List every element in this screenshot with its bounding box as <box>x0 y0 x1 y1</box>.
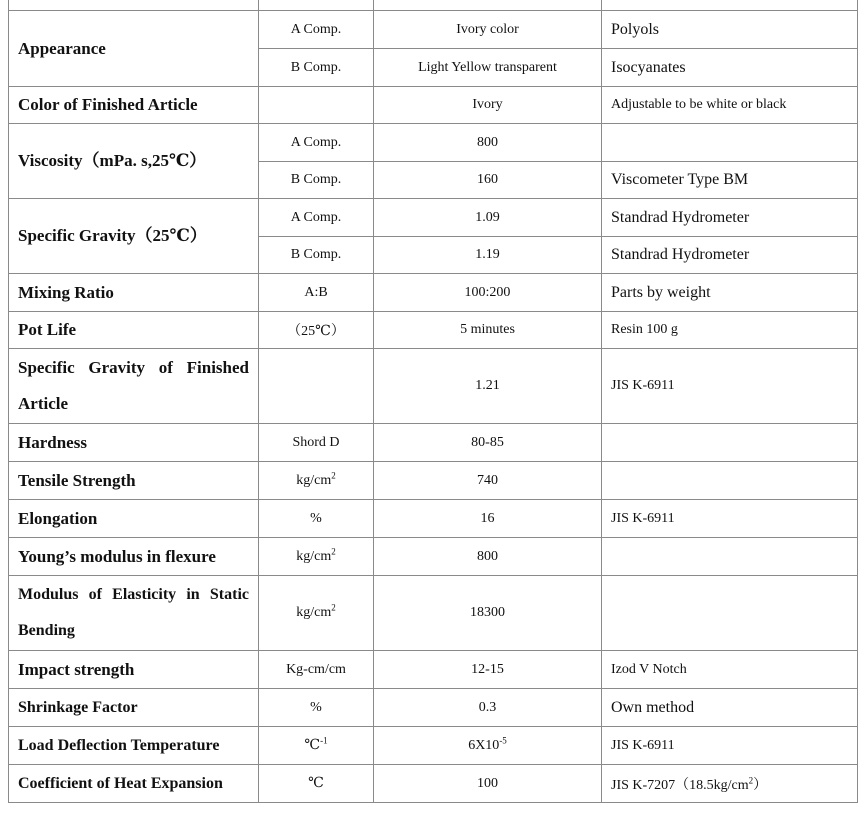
unit-cell: B Comp. <box>259 162 374 199</box>
table-row <box>9 651 858 689</box>
property-label-modulus-static-bending: Modulus of Elasticity in Static Bending <box>9 576 259 651</box>
property-label-appearance: Appearance <box>9 11 259 87</box>
unit-superscript: 2 <box>331 545 336 556</box>
unit-cell: A Comp. <box>259 124 374 162</box>
unit-cell <box>259 576 374 651</box>
value-superscript: -5 <box>499 734 507 745</box>
table-row <box>9 765 858 803</box>
value-cell: 1.09 <box>374 199 602 237</box>
note-cell: Own method <box>602 689 858 727</box>
note-text: JIS K-7207（18.5kg/cm <box>611 777 749 793</box>
unit-cell <box>259 462 374 500</box>
value-cell: 100:200 <box>374 274 602 312</box>
table-row <box>9 199 858 237</box>
table-row <box>9 576 858 651</box>
value-cell: 16 <box>374 500 602 538</box>
unit-text: ℃ <box>304 738 321 753</box>
table-row <box>9 689 858 727</box>
unit-cell <box>259 538 374 576</box>
value-cell: 160 <box>374 162 602 199</box>
table-row <box>9 11 858 49</box>
property-label-mixing-ratio: Mixing Ratio <box>9 274 259 312</box>
value-cell: 100 <box>374 765 602 803</box>
unit-text: kg/cm <box>296 472 332 488</box>
unit-cell: Shord D <box>259 424 374 462</box>
table-row <box>9 500 858 538</box>
table-row <box>9 727 858 765</box>
property-label-hardness: Hardness <box>9 424 259 462</box>
note-cell: Standrad Hydrometer <box>602 199 858 237</box>
note-cell: Isocyanates <box>602 49 858 87</box>
value-cell: 1.21 <box>374 349 602 424</box>
unit-cell: A Comp. <box>259 11 374 49</box>
table-row <box>9 538 858 576</box>
unit-cell <box>259 349 374 424</box>
note-cell <box>602 462 858 500</box>
table-row <box>9 462 858 500</box>
value-cell: 18300 <box>374 576 602 651</box>
table-row <box>9 312 858 349</box>
note-cell: JIS K-6911 <box>602 349 858 424</box>
value-cell: 0.3 <box>374 689 602 727</box>
note-cell: JIS K-6911 <box>602 500 858 538</box>
value-cell: Ivory color <box>374 11 602 49</box>
unit-cell: % <box>259 689 374 727</box>
value-cell: Ivory <box>374 87 602 124</box>
property-label-pot-life: Pot Life <box>9 312 259 349</box>
value-cell: 800 <box>374 124 602 162</box>
value-cell: Light Yellow transparent <box>374 49 602 87</box>
unit-cell: B Comp. <box>259 49 374 87</box>
unit-superscript: 2 <box>331 602 336 613</box>
table-row <box>9 274 858 312</box>
note-cell <box>602 538 858 576</box>
note-cell: Viscometer Type BM <box>602 162 858 199</box>
note-cell <box>602 765 858 803</box>
note-cell: Parts by weight <box>602 274 858 312</box>
property-label-load-deflection: Load Deflection Temperature <box>9 727 259 765</box>
value-cell <box>374 727 602 765</box>
property-label-specific-gravity: Specific Gravity（25℃） <box>9 199 259 274</box>
unit-text: kg/cm <box>296 548 332 564</box>
unit-cell: A Comp. <box>259 199 374 237</box>
unit-cell <box>259 87 374 124</box>
unit-cell: B Comp. <box>259 237 374 274</box>
note-cell: Standrad Hydrometer <box>602 237 858 274</box>
property-label-shrinkage: Shrinkage Factor <box>9 689 259 727</box>
unit-cell: （25℃） <box>259 312 374 349</box>
table-row <box>9 87 858 124</box>
note-cell: Izod V Notch <box>602 651 858 689</box>
unit-cell: A:B <box>259 274 374 312</box>
note-cell: JIS K-6911 <box>602 727 858 765</box>
property-label-finished-gravity: Specific Gravity of Finished Article <box>9 349 259 424</box>
value-cell: 800 <box>374 538 602 576</box>
value-text: 6X10 <box>468 737 500 753</box>
note-cell <box>602 576 858 651</box>
property-label-heat-expansion: Coefficient of Heat Expansion <box>9 765 259 803</box>
note-cell <box>602 124 858 162</box>
unit-cell <box>259 727 374 765</box>
unit-cell: ℃ <box>259 765 374 803</box>
table-row-top-edge <box>9 0 858 11</box>
note-tail: ） <box>753 777 768 793</box>
note-cell <box>602 424 858 462</box>
table-row <box>9 124 858 162</box>
property-label-tensile: Tensile Strength <box>9 462 259 500</box>
unit-cell: Kg-cm/cm <box>259 651 374 689</box>
unit-text: kg/cm <box>296 605 332 620</box>
value-cell: 740 <box>374 462 602 500</box>
property-label-elongation: Elongation <box>9 500 259 538</box>
property-label-color: Color of Finished Article <box>9 87 259 124</box>
property-label-viscosity: Viscosity（mPa. s,25℃） <box>9 124 259 199</box>
property-label-impact-strength: Impact strength <box>9 651 259 689</box>
note-cell: Resin 100 g <box>602 312 858 349</box>
unit-cell: % <box>259 500 374 538</box>
note-cell: Adjustable to be white or black <box>602 87 858 124</box>
unit-superscript: 2 <box>331 469 336 480</box>
value-cell: 12-15 <box>374 651 602 689</box>
property-label-youngs-modulus: Young’s modulus in flexure <box>9 538 259 576</box>
note-superscript: 2 <box>748 774 754 785</box>
note-cell: Polyols <box>602 11 858 49</box>
table-row <box>9 424 858 462</box>
spec-table <box>8 0 858 803</box>
value-cell: 5 minutes <box>374 312 602 349</box>
table-row <box>9 349 858 424</box>
unit-superscript: -1 <box>320 735 328 746</box>
value-cell: 80-85 <box>374 424 602 462</box>
value-cell: 1.19 <box>374 237 602 274</box>
